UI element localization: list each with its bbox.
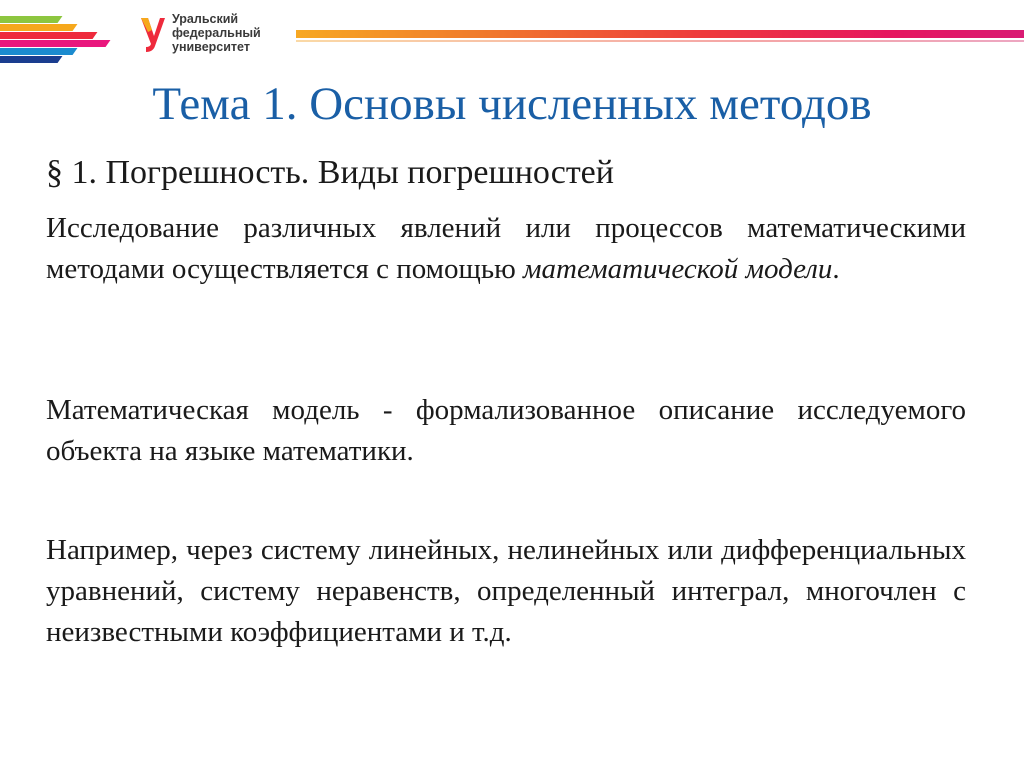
paragraph-model-intro [46, 208, 966, 290]
paragraph-model-intro-end: . [832, 253, 840, 285]
paragraph-model-definition: Математическая модель - формализованное описание исследуемого объекта на языке математики. [46, 394, 966, 467]
stripe-green [0, 16, 62, 23]
slide-subtitle: § 1. Погрешность. Виды погрешностей [46, 154, 614, 191]
paragraph-model-intro-text: Исследование различных явлений или процессов математическими методами осуществляется с помощью [46, 212, 966, 285]
stripe-red [0, 32, 97, 39]
header-gradient-line [296, 40, 1024, 42]
university-logo-icon [140, 14, 166, 54]
university-name: Уральский федеральный университет [172, 12, 261, 54]
slide-title: Тема 1. Основы численных методов [152, 78, 872, 130]
stripe-blue [0, 48, 77, 55]
paragraph-examples: Например, через систему линейных, нелинейных или дифференциальных уравнений, систему неравенств, определенный интеграл, многочлен с неизвестными коэффициентами и т.д. [46, 534, 966, 648]
stripe-navy [0, 56, 62, 63]
paragraph-model-emphasis: математической модели [523, 253, 833, 285]
header-gradient-bar [296, 30, 1024, 38]
stripe-orange [0, 24, 77, 31]
stripe-magenta [0, 40, 110, 47]
